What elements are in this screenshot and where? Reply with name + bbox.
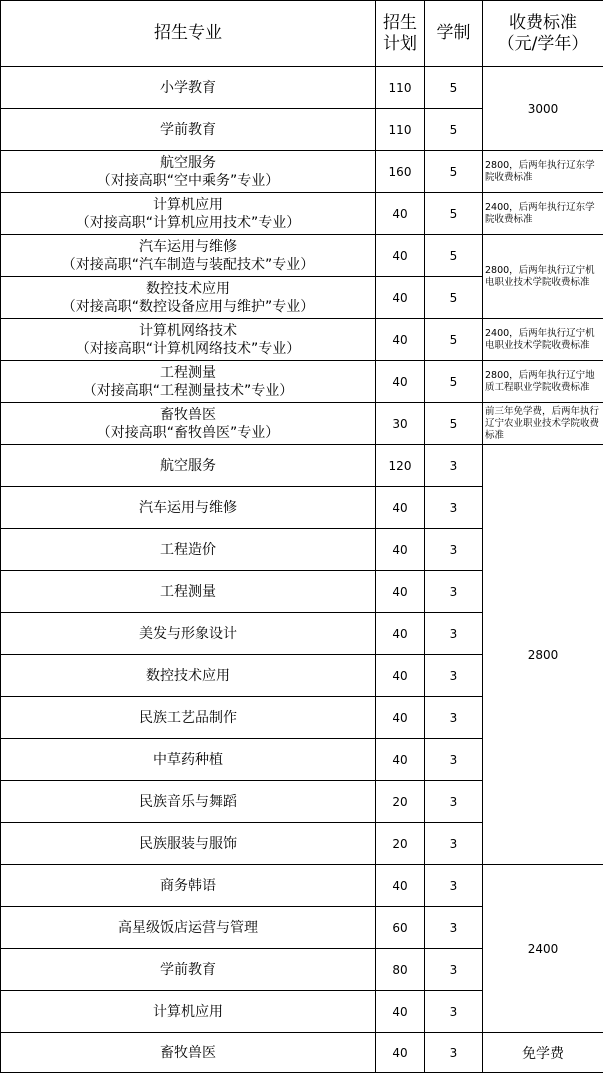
- header-fee-text: 收费标准（元/学年）: [497, 12, 589, 54]
- major-cell: [1, 613, 376, 655]
- header-fee: [483, 1, 603, 67]
- major-name: 中草药种植: [153, 751, 223, 768]
- major-name: 民族服装与服饰: [139, 835, 237, 852]
- major-name: 航空服务: [160, 457, 216, 474]
- plan-cell: 40: [376, 235, 425, 277]
- years-cell: 5: [425, 403, 483, 445]
- major-name: 计算机应用: [153, 1003, 223, 1020]
- major-cell: [1, 697, 376, 739]
- table-row: [1, 319, 603, 361]
- years-cell: 3: [425, 907, 483, 949]
- table-row: [1, 67, 603, 109]
- years-cell: 3: [425, 529, 483, 571]
- table-row: [1, 361, 603, 403]
- major-name: 学前教育: [160, 121, 216, 138]
- major-name: 数控技术应用: [146, 280, 230, 297]
- major-name: 工程测量: [160, 364, 216, 381]
- major-cell: [1, 235, 376, 277]
- table-row: [1, 1033, 603, 1073]
- plan-cell: 40: [376, 571, 425, 613]
- plan-cell: 110: [376, 109, 425, 151]
- plan-cell: 20: [376, 823, 425, 865]
- major-note: （对接高职“工程测量技术”专业）: [82, 382, 294, 399]
- plan-cell: 110: [376, 67, 425, 109]
- major-cell: [1, 403, 376, 445]
- header-plan-text: 招生计划: [383, 12, 417, 54]
- major-cell: [1, 361, 376, 403]
- major-cell: [1, 823, 376, 865]
- major-note: （对接高职“空中乘务”专业）: [96, 172, 280, 189]
- years-cell: 3: [425, 739, 483, 781]
- major-cell: [1, 529, 376, 571]
- fee-cell: 2800，后两年执行辽东学院收费标准: [483, 151, 603, 193]
- fee-cell: 前三年免学费，后两年执行辽宁农业职业技术学院收费标准: [483, 403, 603, 445]
- major-name: 商务韩语: [160, 877, 216, 894]
- fee-cell: 免学费: [483, 1033, 603, 1073]
- major-cell: [1, 151, 376, 193]
- years-cell: 3: [425, 865, 483, 907]
- fee-cell: 2400: [483, 865, 603, 1033]
- major-name: 民族音乐与舞蹈: [139, 793, 237, 810]
- major-name: 民族工艺品制作: [139, 709, 237, 726]
- plan-cell: 40: [376, 991, 425, 1033]
- plan-cell: 30: [376, 403, 425, 445]
- plan-cell: 40: [376, 613, 425, 655]
- major-note: （对接高职“计算机网络技术”专业）: [75, 340, 301, 357]
- years-cell: 3: [425, 697, 483, 739]
- major-name: 航空服务: [160, 154, 216, 171]
- table-row: [1, 865, 603, 907]
- table-row: [1, 193, 603, 235]
- fee-cell: 2800: [483, 445, 603, 865]
- fee-cell: 2800，后两年执行辽宁地质工程职业学院收费标准: [483, 361, 603, 403]
- major-name: 汽车运用与维修: [139, 238, 237, 255]
- years-cell: 3: [425, 487, 483, 529]
- plan-cell: 40: [376, 529, 425, 571]
- major-cell: [1, 907, 376, 949]
- major-cell: [1, 655, 376, 697]
- major-name: 畜牧兽医: [160, 406, 216, 423]
- plan-cell: 40: [376, 865, 425, 907]
- major-name: 汽车运用与维修: [139, 499, 237, 516]
- major-name: 小学教育: [160, 79, 216, 96]
- major-name: 数控技术应用: [146, 667, 230, 684]
- major-name: 计算机网络技术: [139, 322, 237, 339]
- fee-cell: 2400，后两年执行辽东学院收费标准: [483, 193, 603, 235]
- major-name: 工程测量: [160, 583, 216, 600]
- plan-cell: 40: [376, 361, 425, 403]
- plan-cell: 20: [376, 781, 425, 823]
- plan-cell: 40: [376, 319, 425, 361]
- fee-cell: 3000: [483, 67, 603, 151]
- years-cell: 3: [425, 613, 483, 655]
- major-note: （对接高职“数控设备应用与维护”专业）: [61, 298, 315, 315]
- major-cell: [1, 445, 376, 487]
- plan-cell: 40: [376, 193, 425, 235]
- years-cell: 5: [425, 235, 483, 277]
- major-cell: [1, 277, 376, 319]
- major-cell: [1, 193, 376, 235]
- header-plan: [376, 1, 425, 67]
- major-name: 工程造价: [160, 541, 216, 558]
- plan-cell: 40: [376, 697, 425, 739]
- major-cell: [1, 781, 376, 823]
- header-years: 学制: [425, 1, 483, 67]
- major-name: 畜牧兽医: [160, 1044, 216, 1061]
- years-cell: 3: [425, 991, 483, 1033]
- header-row: [1, 1, 603, 67]
- years-cell: 3: [425, 571, 483, 613]
- plan-cell: 60: [376, 907, 425, 949]
- major-cell: [1, 865, 376, 907]
- major-cell: [1, 571, 376, 613]
- major-cell: [1, 109, 376, 151]
- plan-cell: 160: [376, 151, 425, 193]
- table-row: [1, 403, 603, 445]
- years-cell: 5: [425, 361, 483, 403]
- fee-cell: 2800，后两年执行辽宁机电职业技术学院收费标准: [483, 235, 603, 319]
- major-cell: [1, 1033, 376, 1073]
- years-cell: 3: [425, 781, 483, 823]
- plan-cell: 40: [376, 1033, 425, 1073]
- major-name: 美发与形象设计: [139, 625, 237, 642]
- years-cell: 3: [425, 445, 483, 487]
- years-cell: 3: [425, 655, 483, 697]
- major-cell: [1, 487, 376, 529]
- plan-cell: 40: [376, 487, 425, 529]
- major-name: 计算机应用: [153, 196, 223, 213]
- plan-cell: 40: [376, 277, 425, 319]
- years-cell: 5: [425, 193, 483, 235]
- major-cell: [1, 949, 376, 991]
- years-cell: 5: [425, 67, 483, 109]
- years-cell: 5: [425, 319, 483, 361]
- major-cell: [1, 739, 376, 781]
- plan-cell: 80: [376, 949, 425, 991]
- major-name: 学前教育: [160, 961, 216, 978]
- major-cell: [1, 991, 376, 1033]
- fee-cell: 2400，后两年执行辽宁机电职业技术学院收费标准: [483, 319, 603, 361]
- major-name: 高星级饭店运营与管理: [118, 919, 258, 936]
- header-major: 招生专业: [1, 1, 376, 67]
- years-cell: 5: [425, 109, 483, 151]
- table-row: [1, 445, 603, 487]
- plan-cell: 40: [376, 655, 425, 697]
- major-cell: [1, 67, 376, 109]
- years-cell: 5: [425, 277, 483, 319]
- table-row: [1, 235, 603, 277]
- years-cell: 3: [425, 823, 483, 865]
- plan-cell: 40: [376, 739, 425, 781]
- table-row: [1, 151, 603, 193]
- plan-cell: 120: [376, 445, 425, 487]
- years-cell: 5: [425, 151, 483, 193]
- major-note: （对接高职“汽车制造与装配技术”专业）: [61, 256, 315, 273]
- major-note: （对接高职“畜牧兽医”专业）: [96, 424, 280, 441]
- major-note: （对接高职“计算机应用技术”专业）: [75, 214, 301, 231]
- major-cell: [1, 319, 376, 361]
- years-cell: 3: [425, 1033, 483, 1073]
- years-cell: 3: [425, 949, 483, 991]
